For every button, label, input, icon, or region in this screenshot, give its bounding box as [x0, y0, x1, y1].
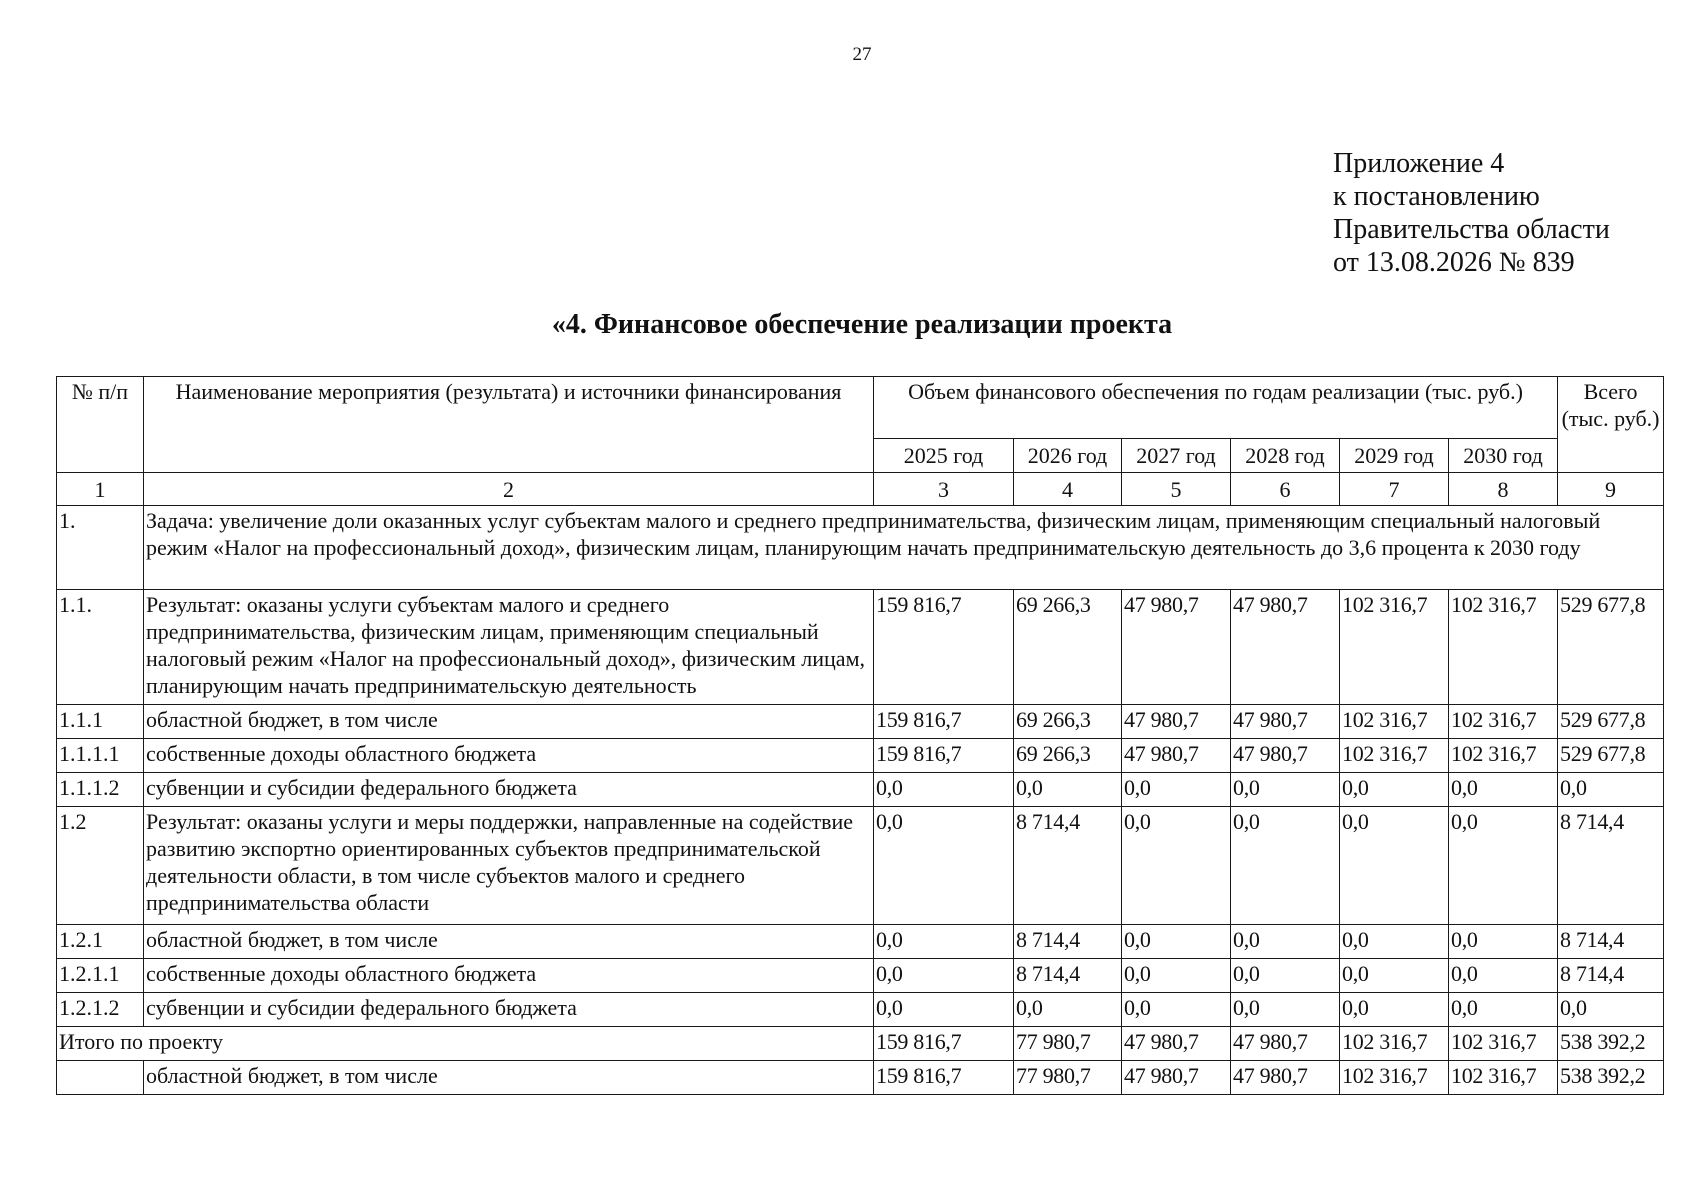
row-value: 0,0 — [1449, 993, 1558, 1027]
table-row — [57, 959, 1664, 993]
total-value: 538 392,2 — [1558, 1027, 1664, 1061]
document-title: «4. Финансовое обеспечение реализации проекта — [551, 309, 1173, 340]
row-value: 159 816,7 — [874, 590, 1014, 705]
row-value: 0,0 — [1014, 773, 1122, 807]
row-value: 0,0 — [874, 959, 1014, 993]
row-value: 0,0 — [1558, 773, 1664, 807]
row-value: 529 677,8 — [1558, 705, 1664, 739]
row-value: 47 980,7 — [1231, 705, 1340, 739]
header-year: 2029 год — [1340, 439, 1449, 473]
header-name-col: Наименование мероприятия (результата) и источники финансирования — [144, 377, 874, 473]
total-value: 77 980,7 — [1014, 1027, 1122, 1061]
total-budget-value: 77 980,7 — [1014, 1061, 1122, 1095]
row-num: 1.1.1.1 — [57, 739, 144, 773]
row-value: 0,0 — [1231, 925, 1340, 959]
row-value: 69 266,3 — [1014, 590, 1122, 705]
row-value: 0,0 — [1449, 807, 1558, 925]
row-value: 0,0 — [1122, 959, 1231, 993]
table-row — [57, 590, 1664, 705]
row-value: 0,0 — [1231, 773, 1340, 807]
row-value: 0,0 — [1340, 925, 1449, 959]
row-value: 0,0 — [1122, 807, 1231, 925]
row-value: 0,0 — [1449, 925, 1558, 959]
row-value: 0,0 — [1340, 773, 1449, 807]
header-year: 2028 год — [1231, 439, 1340, 473]
row-value: 102 316,7 — [1340, 739, 1449, 773]
row-name: Результат: оказаны услуги и меры поддержки, направленные на содействие развитию экспортно ориентированных субъектов предпринимательской деятельности области, в том числе субъектов малого и среднего предпринимательства области — [144, 807, 874, 925]
row-value: 102 316,7 — [1449, 705, 1558, 739]
row-value: 0,0 — [1231, 993, 1340, 1027]
row-value: 8 714,4 — [1558, 807, 1664, 925]
row-num: 1.1. — [57, 590, 144, 705]
total-budget-value: 159 816,7 — [874, 1061, 1014, 1095]
column-number: 3 — [874, 473, 1014, 506]
row-value: 159 816,7 — [874, 739, 1014, 773]
row-value: 69 266,3 — [1014, 705, 1122, 739]
total-value: 47 980,7 — [1231, 1027, 1340, 1061]
table-row — [57, 739, 1664, 773]
table-row — [57, 773, 1664, 807]
table-row — [57, 993, 1664, 1027]
column-number: 8 — [1449, 473, 1558, 506]
row-num: 1.2.1.2 — [57, 993, 144, 1027]
total-row — [57, 1027, 1664, 1061]
row-value: 69 266,3 — [1014, 739, 1122, 773]
row-value: 0,0 — [874, 925, 1014, 959]
row-name: собственные доходы областного бюджета — [144, 739, 874, 773]
appendix-line: Приложение 4 — [1333, 148, 1505, 179]
row-value: 8 714,4 — [1014, 925, 1122, 959]
row-name: Результат: оказаны услуги субъектам малого и среднего предпринимательства, физическим лицам, применяющим специальный налоговый режим «Налог на профессиональный доход», физическим лицам, планирующим начать предпринимательскую деятельность — [144, 590, 874, 705]
header-volume-col: Объем финансового обеспечения по годам реализации (тыс. руб.) — [874, 377, 1558, 439]
row-value: 0,0 — [1449, 959, 1558, 993]
total-value: 102 316,7 — [1449, 1027, 1558, 1061]
header-year: 2025 год — [874, 439, 1014, 473]
row-value: 159 816,7 — [874, 705, 1014, 739]
row-value: 529 677,8 — [1558, 590, 1664, 705]
row-value: 0,0 — [874, 993, 1014, 1027]
appendix-line: от 13.08.2026 № 839 — [1333, 247, 1575, 278]
row-num: 1.2 — [57, 807, 144, 925]
total-budget-value: 47 980,7 — [1122, 1061, 1231, 1095]
table-row — [57, 807, 1664, 925]
appendix-block — [1333, 147, 1610, 279]
row-value: 102 316,7 — [1449, 590, 1558, 705]
row-value: 102 316,7 — [1340, 590, 1449, 705]
row-value: 0,0 — [1340, 807, 1449, 925]
row-value: 0,0 — [1340, 993, 1449, 1027]
row-value: 0,0 — [1231, 807, 1340, 925]
row-value: 0,0 — [1122, 773, 1231, 807]
column-number: 9 — [1558, 473, 1664, 506]
total-value: 102 316,7 — [1340, 1027, 1449, 1061]
row-value: 529 677,8 — [1558, 739, 1664, 773]
total-budget-value: 102 316,7 — [1340, 1061, 1449, 1095]
header-year: 2030 год — [1449, 439, 1558, 473]
row-value: 0,0 — [874, 773, 1014, 807]
row-value: 0,0 — [1014, 993, 1122, 1027]
row-value: 0,0 — [1122, 993, 1231, 1027]
task-row — [57, 506, 1664, 590]
table-row — [57, 705, 1664, 739]
column-number: 6 — [1231, 473, 1340, 506]
page-number: 27 — [852, 44, 872, 65]
column-number: 1 — [57, 473, 144, 506]
row-value: 47 980,7 — [1122, 590, 1231, 705]
row-num: 1.2.1.1 — [57, 959, 144, 993]
task-text: Задача: увеличение доли оказанных услуг субъектам малого и среднего предпринимательства, физическим лицам, применяющим специальный налоговый режим «Налог на профессиональный доход», физическим лицам, планирующим начать предпринимательскую деятельность до 3,6 процента к 2030 году — [144, 506, 1664, 590]
header-num-col: № п/п — [57, 377, 144, 473]
row-value: 0,0 — [1449, 773, 1558, 807]
row-name: областной бюджет, в том числе — [144, 705, 874, 739]
appendix-line: к постановлению — [1333, 181, 1540, 212]
total-budget-value: 538 392,2 — [1558, 1061, 1664, 1095]
header-year: 2027 год — [1122, 439, 1231, 473]
row-name: собственные доходы областного бюджета — [144, 959, 874, 993]
row-value: 0,0 — [874, 807, 1014, 925]
total-budget-name: областной бюджет, в том числе — [144, 1061, 874, 1095]
row-name: субвенции и субсидии федерального бюджета — [144, 773, 874, 807]
column-number: 7 — [1340, 473, 1449, 506]
total-value: 159 816,7 — [874, 1027, 1014, 1061]
task-num: 1. — [57, 506, 144, 590]
row-value: 102 316,7 — [1449, 739, 1558, 773]
row-value: 8 714,4 — [1558, 925, 1664, 959]
row-name: субвенции и субсидии федерального бюджета — [144, 993, 874, 1027]
total-value: 47 980,7 — [1122, 1027, 1231, 1061]
row-value: 0,0 — [1122, 925, 1231, 959]
row-num: 1.1.1.2 — [57, 773, 144, 807]
row-value: 8 714,4 — [1014, 807, 1122, 925]
row-name: областной бюджет, в том числе — [144, 925, 874, 959]
table-row — [57, 925, 1664, 959]
column-number: 5 — [1122, 473, 1231, 506]
header-year: 2026 год — [1014, 439, 1122, 473]
row-value: 8 714,4 — [1014, 959, 1122, 993]
appendix-line: Правительства области — [1333, 214, 1610, 245]
row-value: 102 316,7 — [1340, 705, 1449, 739]
row-value: 47 980,7 — [1231, 590, 1340, 705]
row-value: 47 980,7 — [1231, 739, 1340, 773]
header-total-col: Всего (тыс. руб.) — [1558, 377, 1664, 473]
row-num: 1.2.1 — [57, 925, 144, 959]
row-value: 8 714,4 — [1558, 959, 1664, 993]
total-budget-row — [57, 1061, 1664, 1095]
financing-table — [56, 376, 1664, 1095]
total-budget-value: 102 316,7 — [1449, 1061, 1558, 1095]
row-num: 1.1.1 — [57, 705, 144, 739]
column-number: 2 — [144, 473, 874, 506]
row-value: 0,0 — [1558, 993, 1664, 1027]
row-value: 0,0 — [1231, 959, 1340, 993]
row-value: 47 980,7 — [1122, 705, 1231, 739]
total-budget-num — [57, 1061, 144, 1095]
total-label: Итого по проекту — [57, 1027, 874, 1061]
row-value: 0,0 — [1340, 959, 1449, 993]
column-number: 4 — [1014, 473, 1122, 506]
total-budget-value: 47 980,7 — [1231, 1061, 1340, 1095]
row-value: 47 980,7 — [1122, 739, 1231, 773]
